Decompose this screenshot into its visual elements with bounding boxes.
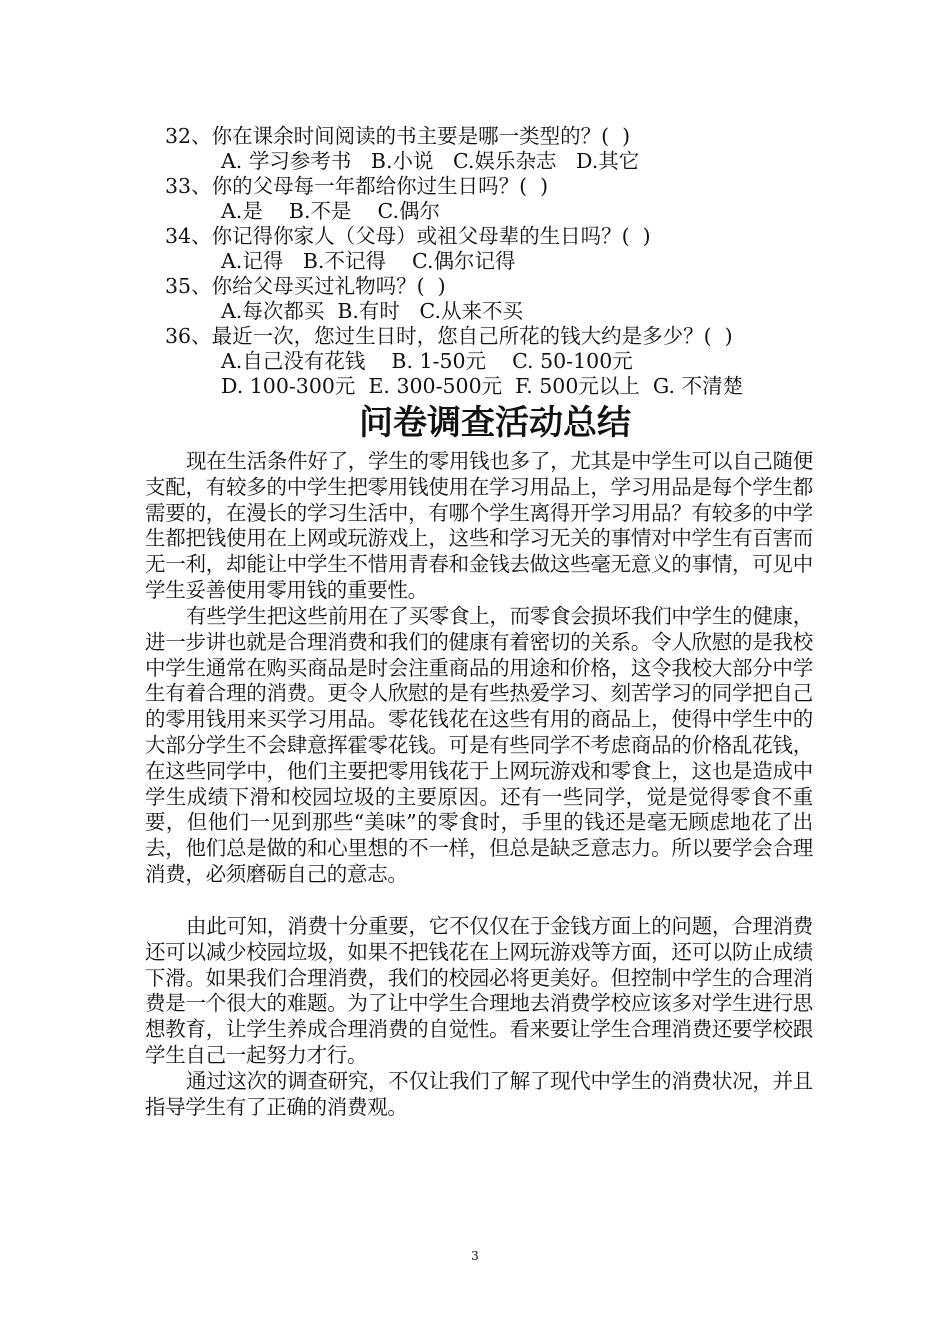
question-34-options: A.记得 B.不记得 C.偶尔记得 (221, 249, 516, 273)
question-36-options-2: D. 100-300元 E. 300-500元 F. 500元以上 G. 不清楚 (221, 374, 744, 398)
question-36-options: A.自己没有花钱 B. 1-50元 C. 50-100元 (221, 349, 633, 373)
question-34: 34、你记得你家人（父母）或祖父母辈的生日吗？( ) (165, 224, 651, 248)
summary-title: 问卷调查活动总结 (359, 403, 631, 443)
question-33: 33、你的父母每一年都给你过生日吗？( ) (165, 174, 549, 198)
question-35: 35、你给父母买过礼物吗？( ) (165, 274, 446, 298)
summary-paragraph-2: 有些学生把这些前用在了买零食上，而零食会损坏我们中学生的健康，进一步讲也就是合理消费和我们的健康有着密切的关系。令人欣慰的是我校中学生通常在购买商品是时会注重商品的用途和价格，这令我校大部分中学生有着合理的消费。更令人欣慰的是有些热爱学习、刻苦学习的同学把自己的零用钱用来买学习用品。零花钱花在这些有用的商品上，使得中学生中的大部分学生不会肆意挥霍零花钱。可是有些同学不考虑商品的价格乱花钱，在这些同学中，他们主要把零用钱花于上网玩游戏和零食上，这也是造成中学生成绩下滑和校园垃圾的主要原因。还有一些同学，觉是觉得零食不重要，但他们一见到那些“美味”的零食时，手里的钱还是毫无顾虑地花了出去，他们总是做的和心里想的不一样，但总是缺乏意志力。所以要学会合理消费，必须磨砺自己的意志。 (145, 604, 813, 886)
page-number: 3 (471, 1249, 479, 1263)
summary-paragraph-4: 通过这次的调查研究，不仅让我们了解了现代中学生的消费状况，并且指导学生有了正确的消费观。 (145, 1069, 813, 1119)
summary-paragraph-1: 现在生活条件好了，学生的零用钱也多了，尤其是中学生可以自己随便支配，有较多的中学生把零用钱使用在学习用品上，学习用品是每个学生都需要的，在漫长的学习生活中，有哪个学生离得开学习用品？有较多的中学生都把钱使用在上网或玩游戏上，这些和学习无关的事情对中学生有百害而无一利，却能让中学生不惜用青春和金钱去做这些毫无意义的事情，可见中学生妥善使用零用钱的重要性。 (145, 449, 813, 602)
summary-paragraph-3: 由此可知，消费十分重要，它不仅仅在于金钱方面上的问题，合理消费还可以减少校园垃圾，如果不把钱花在上网玩游戏等方面，还可以防止成绩下滑。如果我们合理消费，我们的校园必将更美好。但控制中学生的合理消费是一个很大的难题。为了让中学生合理地去消费学校应该多对学生进行思想教育，让学生养成合理消费的自觉性。看来要让学生合理消费还要学校跟学生自己一起努力才行。 (145, 914, 813, 1067)
question-33-options: A.是 B.不是 C.偶尔 (221, 199, 441, 223)
question-32: 32、你在课余时间阅读的书主要是哪一类型的？( ) (165, 124, 631, 148)
question-32-options: A. 学习参考书 B.小说 C.娱乐杂志 D.其它 (221, 149, 640, 173)
question-35-options: A.每次都买 B.有时 C.从来不买 (221, 299, 523, 323)
question-36: 36、最近一次，您过生日时，您自己所花的钱大约是多少？( ) (165, 324, 733, 348)
